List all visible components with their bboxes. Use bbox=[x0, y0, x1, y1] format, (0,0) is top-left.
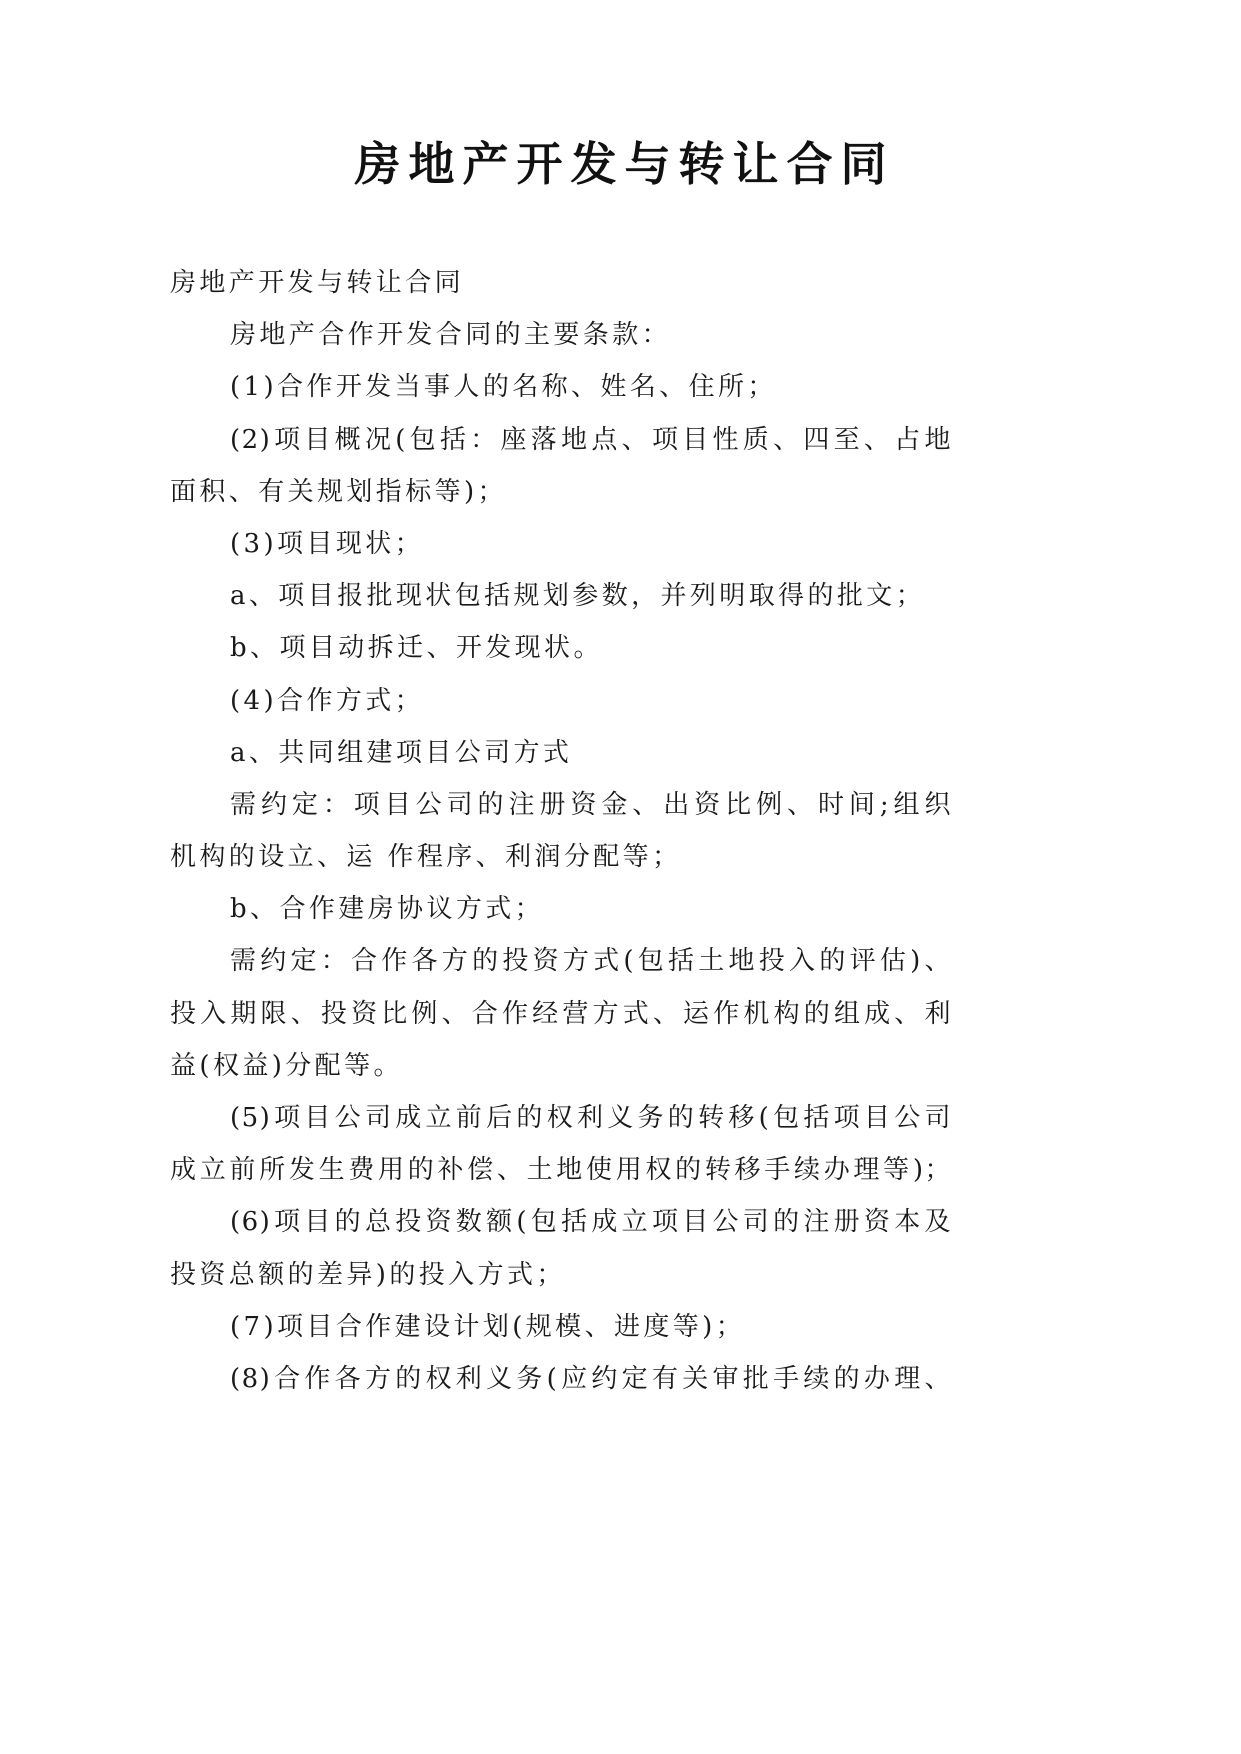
paragraph bbox=[170, 1353, 952, 1405]
body-line: 房地产合作开发合同的主要条款： bbox=[230, 320, 672, 351]
paragraph bbox=[170, 361, 952, 413]
body-line: 投资总额的差异)的投入方式； bbox=[170, 1259, 566, 1290]
paragraph bbox=[170, 257, 952, 309]
paragraph bbox=[170, 1301, 952, 1353]
body-line: (1)合作开发当事人的名称、姓名、住所； bbox=[230, 372, 777, 403]
paragraph bbox=[170, 309, 952, 361]
document-title: 房地产开发与转让合同 bbox=[354, 139, 895, 190]
paragraph bbox=[170, 675, 952, 727]
body-line: (8)合作各方的权利义务(应约定有关审批手续的办理、 bbox=[230, 1363, 952, 1394]
paragraph bbox=[170, 1092, 952, 1196]
paragraph bbox=[170, 518, 952, 570]
body-line: 益(权益)分配等。 bbox=[170, 1050, 403, 1081]
paragraph bbox=[170, 727, 952, 779]
paragraph bbox=[170, 779, 952, 883]
body-line: 房地产开发与转让合同 bbox=[170, 268, 465, 298]
paragraph bbox=[170, 883, 952, 935]
body-line: (3)项目现状； bbox=[230, 528, 425, 559]
body-line: b、项目动拆迁、开发现状。 bbox=[230, 633, 603, 664]
body-line: (5)项目公司成立前后的权利义务的转移(包括项目公司 bbox=[230, 1103, 952, 1133]
body-line: 面积、有关规划指标等)； bbox=[170, 476, 507, 507]
body-line: (2)项目概况(包括：座落地点、项目性质、四至、占地 bbox=[230, 424, 952, 455]
body-line: b、合作建房协议方式； bbox=[230, 894, 545, 925]
body-line: a、共同组建项目公司方式 bbox=[230, 737, 573, 768]
paragraph bbox=[170, 935, 952, 1092]
body-line: 需约定：合作各方的投资方式(包括土地投入的评估)、 bbox=[230, 946, 952, 977]
body-line: (6)项目的总投资数额(包括成立项目公司的注册资本及 bbox=[230, 1207, 952, 1238]
body-line: 投入期限、投资比例、合作经营方式、运作机构的组成、利 bbox=[170, 998, 952, 1029]
paragraph bbox=[170, 570, 952, 622]
paragraph bbox=[170, 1196, 952, 1300]
paragraph bbox=[170, 622, 952, 674]
body-line: a、项目报批现状包括规划参数，并列明取得的批文； bbox=[230, 581, 926, 612]
body-line: 需约定：项目公司的注册资金、出资比例、时间;组织 bbox=[230, 789, 952, 820]
body-line: 机构的设立、运 作程序、利润分配等； bbox=[170, 842, 682, 873]
body-line: 成立前所发生费用的补偿、土地使用权的转移手续办理等)； bbox=[170, 1155, 952, 1186]
body-line: (7)项目合作建设计划(规模、进度等)； bbox=[230, 1311, 746, 1342]
document-body bbox=[170, 257, 952, 1405]
paragraph bbox=[170, 414, 952, 518]
body-line: (4)合作方式； bbox=[230, 685, 425, 716]
